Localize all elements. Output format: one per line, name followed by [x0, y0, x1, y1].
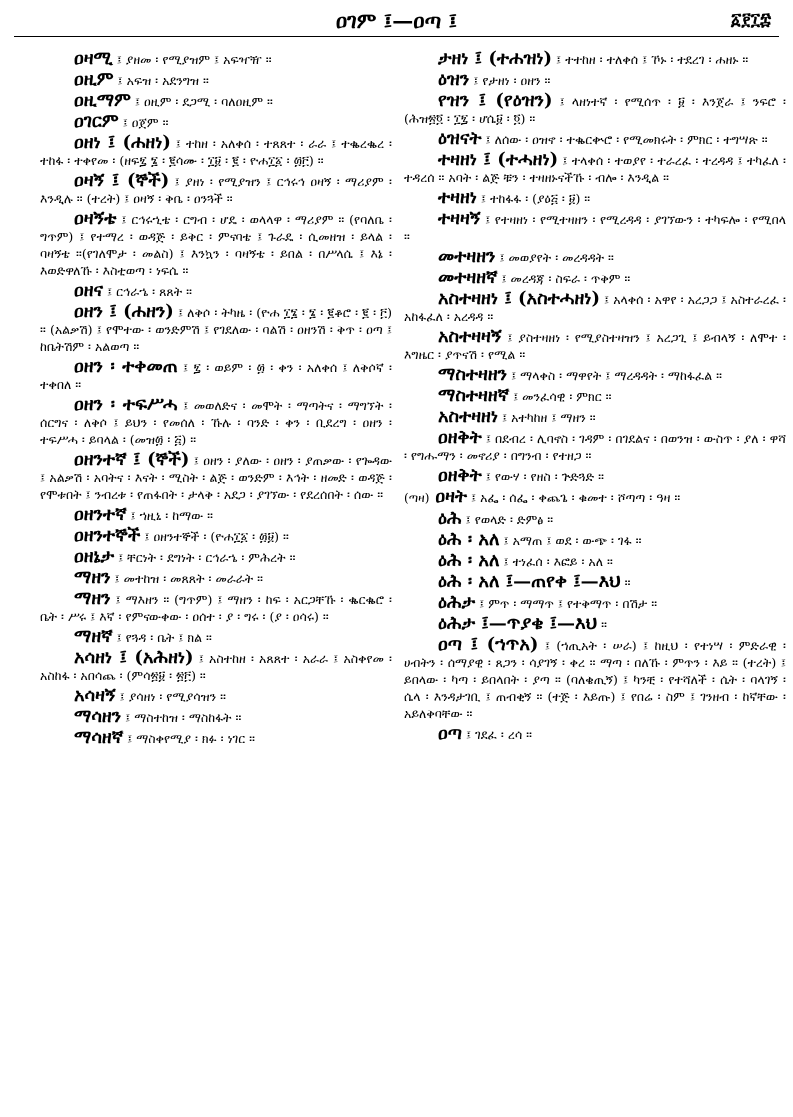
dictionary-entry [40, 548, 392, 566]
entry-headword: ዕሕ [438, 508, 462, 529]
entry-headword: መተዛዘኛ [438, 267, 498, 288]
entry-headword: ዐዘንተኞች [74, 525, 141, 546]
entry-headword: ማሳዘን [74, 706, 122, 727]
dictionary-entry [40, 282, 392, 300]
entry-definition: ፤ የተዛዘነ ፡ የሚተዛዘን ፡ የሚረዳዳ ፡ ያገኘውን ፡ ተካፍሎ ፡ የሚበላ ። [404, 212, 786, 244]
entry-definition: ፤ የወላድ ፡ ድምፅ ። [465, 512, 554, 527]
entry-definition: ፤ ማስቀየሚያ ፡ ክፉ ፡ ነገር ። [127, 731, 255, 746]
dictionary-entry [404, 71, 786, 89]
entry-definition: ፤ ዐጀም ። [122, 115, 169, 130]
dictionary-entry [404, 269, 786, 287]
page-title: ዐገም ፤—ዐጣ ፤ [335, 8, 458, 33]
entry-headword: ተዛዘነ ፤ (ተሓዘነ) [438, 149, 559, 170]
entry-headword: ዐዛኝ ፤ (ኞች) [74, 170, 170, 191]
dictionary-entry [404, 552, 786, 570]
right-column [404, 50, 786, 746]
entry-definition: ፤ (ኀጢአት ፡ ሠራ) ፤ ከዚህ ፡ የተነሣ ፡ ምድራዊ ፡ ሀብትን ፡ ሰማያዊ ፡ ጸጋን ፡ ሳያገኝ ፡ ቀረ ። ማጣ ፡ በለኹ ፡ ምጥን ፡ እይ ። (ተረት) ፤ ይበላው ፡ ካጣ ፡ ይበላበት ፡ ያጣ ። (ባለቄጢኝ) ፤ ካንቺ ፡ የተሻለች ፡ ሴት ፡ ባላገኝ ፡ ሴላ ፡ እንዳታገቢ ፤ ጠብቂኝ ። (ተጅ ፡ እይጡ) ፤ የበሬ ፡ ስም ፤ ገንዘብ ፡ ከኛቸው ፡ አይለቅባቸው ። [404, 638, 786, 721]
entry-definition: ፤ ያስተዛዘነ ፡ የሚያስተዛዝን ፤ አረጋጊ ፤ ይብላኝ ፡ ለሞተ ፡ እግዜር ፡ ያጥናሽ ፡ የሚል ። [404, 330, 786, 362]
entry-headword: ዐዘንተኛ ፤ (ኞች) [74, 449, 190, 470]
entry-definition: ፤ የጓዳ ፡ ቤት ፤ ክል ። [116, 630, 212, 645]
entry-definition: ፤ መተከዝ ፡ መጸጸት ፡ መራራት ። [114, 571, 263, 586]
dictionary-entry [40, 687, 392, 705]
entry-headword: ዐዘን ፡ ተቀመጠ [74, 356, 178, 377]
entry-headword: ማዘን [74, 588, 111, 609]
entry-definition: ፤ አተካከዘ ፤ ማዘን ። [501, 410, 596, 425]
entry-headword: ዕዝናት [438, 128, 482, 149]
entry-headword: አሳዛኝ [74, 685, 116, 706]
entry-headword: ዐዘነ ፤ (ሐዘነ) [74, 132, 171, 153]
entry-headword: አስተዛዘነ [438, 406, 498, 427]
header-rule [14, 36, 779, 37]
dictionary-entry [40, 134, 392, 169]
dictionary-entry [40, 396, 392, 448]
entry-headword: ዐዛት [435, 486, 468, 507]
dictionary-entry [404, 50, 786, 68]
page-number: ፩፻፲፰ [730, 10, 771, 30]
entry-headword: ዐዘና [74, 280, 104, 301]
entry-headword: ተዛዘነ [438, 187, 477, 208]
dictionary-entry [40, 303, 392, 355]
entry-definition: ፤ ዐዘን ፡ ያለው ፡ ዐዘን ፡ ያጠቃው ፡ የጐዳው ፤ አልቃሽ ፡ አባትና ፡ እናት ፡ ሚስት ፡ ልጅ ፡ ወንድም ፡ እኅት ፡ ዘመድ ፡ ወዳጅ ፡ የሞቱበት ፤ ንብረቱ ፡ የጠፋበት ፡ ታላቅ ፡ አደጋ ፡ ያገኘው ፡ የደረሰበት ፡ ሰው ። [40, 453, 392, 502]
entry-definition: ፤ ፯ ፡ ወይም ፡ ፴ ፡ ቀን ፡ አለቀሰ ፤ ለቅሶኛ ፡ ተቀበለ ። [40, 360, 393, 392]
entry-definition: ፤ ተላቀሰ ፡ ተወያየ ፡ ተራረፈ ፡ ተረዳዳ ፤ ተካፈለ ፡ ተዳረሰ ። አባት ፡ ልጅ ቹን ፡ ተዛዘኑናችኹ ፡ ብሎ ፡ እንዲል ። [404, 153, 786, 185]
entry-headword: መተዛዘን [438, 246, 496, 267]
dictionary-entry [404, 387, 786, 405]
entry-headword: ማዘን [74, 567, 111, 588]
entry-definition: ፤ ማእዘን ። (ግጥም) ፤ ማዘን ፡ ከፍ ፡ አርጋቸኹ ፡ ቈርቈሮ ፡ ቤት ፡ ሥሩ ፤ እኛ ፡ የምናውቀው ፡ ዐሰተ ፡ ያ ፡ ግሩ ፡ (ያ ፡ ዐሳሩ) ። [40, 592, 392, 624]
entry-headword: ማሳዘኛ [74, 727, 124, 748]
entry-definition: ፤ አስተከዘ ፡ አጸጸተ ፡ አራራ ፤ አስቀየመ ፡ አስከፋ ፡ አበሳጨ ፡ (ምሳ፳፱ ፡ ፳፫) ። [40, 651, 392, 683]
entry-definition: ፤ አማጠ ፤ ወደ ፡ ውጭ ፡ ገፋ ። [503, 533, 642, 548]
entry-definition: ፤ ቸርነት ፡ ደግነት ፡ ርኅራኄ ፡ ምሕረት ። [118, 550, 296, 565]
dictionary-entry [40, 708, 392, 726]
dictionary-entry [40, 451, 392, 503]
dictionary-entry [404, 594, 786, 612]
entry-headword: አስተዛዛኝ [438, 326, 502, 347]
dictionary-entry [404, 510, 786, 528]
entry-definition: ፤ የውሃ ፡ የዘስ ፡ ጕድጓድ ። [485, 469, 604, 484]
entry-headword: አሳዘነ ፤ (አሕዘነ) [74, 647, 194, 668]
entry-definition: ፤ ተነፈሰ ፡ እፎይ ፡ አለ ። [503, 554, 613, 569]
entry-definition: ፤ ዐዚም ፡ ደጋሚ ፡ ባለዐዚም ። [134, 94, 273, 109]
entry-definition: ፤ ርኅራኄ ፡ ጸጸት ። [107, 284, 192, 299]
entry-definition: ፤ ያዘመ ፡ የሚያዝም ፤ አፍዣዥ ። [116, 52, 272, 67]
dictionary-entry [40, 92, 392, 110]
entry-headword: አስተዛዘነ ፤ (አስተሓዘነ) [438, 288, 600, 309]
entry-definition: ፤ በደብረ ፡ ሊባኖስ ፡ ገዳም ፡ በገደልና ፡ በወንዝ ፡ ውስጥ ፡ ያለ ፡ ዋሻ ፡ የግሑማን ፡ መኖሪያ ፡ በግንብ ፡ የተዘጋ ። [404, 431, 786, 463]
dictionary-entry [40, 71, 392, 89]
entry-headword: ዐዛኝቴ [74, 208, 117, 229]
entry-definition: ፤ ያዘነ ፡ የሚያዝን ፤ ርኅሩኅ ዐዛኝ ፡ ማሪያም ፡ እንዲሉ ። (ተረት) ፤ ዐዛኝ ፡ ቅቤ ፡ ዐንጓች ። [40, 174, 392, 206]
entry-definition: ፤ ምጥ ፡ ማማጥ ፤ የተቅማጥ ፡ በሽታ ። [479, 596, 658, 611]
entry-headword: ዐጣ ፤ (ኀጥአ) [438, 634, 539, 655]
entry-headword: ዐዘን ፤ (ሐዘን) [74, 301, 174, 322]
entry-definition: ፤ ኀዚኒ ፡ ከማው ። [130, 508, 213, 523]
entry-headword: ማዘኛ [74, 626, 113, 647]
entry-definition: ፤ ዐዘንተኞች ፡ (ዮሐ፲፩ ፡ ፴፱) ። [144, 529, 289, 544]
entry-definition: ፤ ተከፋፋ ፡ (ያዕ፭ ፡ ፱) ። [480, 191, 591, 206]
entry-headword: ዐዘንተኛ [74, 504, 127, 525]
dictionary-entry [40, 172, 392, 207]
dictionary-entry [404, 467, 786, 485]
entry-headword: ዐዘን ፡ ተፍሥሓ [74, 394, 178, 415]
entry-definition: ። [601, 617, 607, 632]
entry-prefix: (ጣዛ) [404, 491, 430, 505]
dictionary-entry [40, 506, 392, 524]
entry-headword: ዐዘቅት [438, 465, 482, 486]
entry-headword: ዕሕ ፡ አለ ፤—ጠየቀ ፤—እህ [438, 571, 621, 592]
entry-headword: ዐዘኔታ [74, 546, 115, 567]
entry-definition: ፤ ለቅሶ ፡ ትካዜ ፡ (ዮሐ ፲፮ ፡ ፮ ፡ ፪ቆሮ ፡ ፪ ፡ ፫) ። (አልቃሽ) ፤ የሞተው ፡ ወንድምሽ ፤ የገደለው ፡ ባልሽ ፡ ዐዘንሽ ፡ ቅጥ ፡ ዐጣ ፤ ከቤትሽም ፡ አልወጣ ። [40, 305, 392, 354]
dictionary-entry [40, 210, 392, 279]
dictionary-entry [40, 590, 392, 625]
entry-definition: ፤ ተተከዘ ፡ ተለቀሰ ፤ ኾኑ ፡ ተደረገ ፡ ሐዘኑ ። [556, 52, 749, 67]
dictionary-entry [404, 531, 786, 549]
dictionary-entry [40, 50, 392, 68]
entry-headword: ዐዚማም [74, 90, 131, 111]
entry-headword: ዕሕታ [438, 592, 476, 613]
dictionary-entry [404, 366, 786, 384]
entry-headword: ዐዘቅት [438, 427, 482, 448]
entry-definition: ፤ አፍዝ ፡ አደንግዝ ። [117, 73, 209, 88]
entry-definition: ፤ ርኅሩኂቴ ፡ ርግብ ፡ ሆዴ ፡ ወላላዋ ፡ ማሪያም ። (የባለቤ ፡ ግጥም) ፤ የተማረ ፡ ወዳጅ ፡ ይቅር ፡ ምናባቴ ፤ ጉራዴ ፡ ሲመዘዝ ፡ ይላል ፡ ባዛኝቴ ።(የገለሞታ ፡ መልስ) ፤ እንኳን ፡ ባዛኝቴ ፡ ይበል ፡ በሥላሴ ፤ እኔ ፡ እወድዋለኹ ፡ እስቲወጣ ፡ ነፍሴ ። [40, 212, 392, 278]
dictionary-entry [40, 527, 392, 545]
entry-headword: ዐጣ [438, 723, 462, 744]
entry-headword: ዐዚም [74, 69, 114, 90]
dictionary-entry [404, 248, 786, 266]
entry-definition: ፤ መረዳጃ ፡ ስፍራ ፡ ጥቅም ። [501, 271, 631, 286]
entry-headword: ዕሕታ ፤—ጥያቄ ፤—እህ [438, 613, 598, 634]
entry-headword: የዝን ፤ (የዕዝን) [438, 90, 553, 111]
entry-definition: ፤ ላዘነተኛ ፡ የሚሰጥ ፡ ፱ ፡ እንጀራ ፤ ንፍሮ ፡ (ሕዝ፳፬ ፡ ፲፯ ፡ ሆሴ፱ ፡ ፬) ። [404, 94, 786, 126]
entry-headword: ዕሕ ፡ አለ [438, 550, 500, 571]
entry-definition: ፤ ማስተከዝ ፡ ማስከፋት ። [125, 710, 242, 725]
dictionary-entry [404, 151, 786, 186]
entry-headword: ዕዝን [438, 69, 470, 90]
page-header [0, 0, 793, 40]
entry-definition: ፤ የታዘነ ፡ ዐዘን ። [473, 73, 551, 88]
dictionary-entry [40, 113, 392, 131]
dictionary-entry [404, 488, 786, 507]
entry-definition: ፤ አፌ ፡ ሰፌ ፡ ቀጨጌ ፡ ቁመተ ፡ ሾጣጣ ፡ ዓዛ ። [471, 490, 681, 505]
dictionary-entry [40, 649, 392, 684]
entry-headword: ዐዛሚ [74, 48, 113, 69]
entry-definition: ፤ መወያየት ፡ መረዳዳት ። [499, 250, 614, 265]
dictionary-entry [404, 573, 786, 591]
dictionary-entry [40, 358, 392, 393]
entry-definition: ፤ ተከዘ ፡ አለቀሰ ፡ ተጸጸተ ፡ ራራ ፤ ተቈረቈረ ፡ ተከፋ ፡ ተቀየመ ፡ (ዘፍ፯ ፮ ፡ ፪ሳሙ ፡ ፲፱ ፡ ፪ ፡ ዮሐ፲፩ ፡ ፴፫) ። [40, 136, 392, 168]
dictionary-entry [404, 290, 786, 325]
entry-definition: ፤ ማላቀስ ፡ ማዋየት ፤ ማረዳዳት ፡ ማከፋፈል ። [511, 368, 722, 383]
entry-definition: ፤ ገደፈ ፡ ረሳ ። [465, 727, 533, 742]
dictionary-entry [404, 408, 786, 426]
entry-headword: ታዘነ ፤ (ተሐዝነ) [438, 48, 553, 69]
left-column [40, 50, 392, 750]
dictionary-entry [404, 429, 786, 464]
entry-headword: ተዛዛኝ [438, 208, 481, 229]
entry-definition: ፤ አላቀሰ ፡ አዋየ ፡ አረጋጋ ፤ አስተራረፈ ፡ አከፋፈለ ፡ አረዳዳ ። [404, 292, 786, 324]
entry-headword: ማስተዛዘኛ [438, 385, 510, 406]
dictionary-entry [40, 569, 392, 587]
entry-definition: ፤ ያሳዘነ ፡ የሚያሳዝን ። [119, 689, 226, 704]
dictionary-entry [404, 130, 786, 148]
entry-definition: ፤ መወለድና ፡ መሞት ፡ ማጣትና ፡ ማግኘት ፡ ሰርግና ፡ ለቅሶ ፤ ይህን ፡ የመሰለ ፡ ኹሉ ፡ ባንድ ፡ ቀን ፡ ቢደረግ ፡ ዐዘን ፡ ተፍሥሓ ፡ ይባላል ፡ (መዝ፴ ፡ ፭) ። [40, 398, 392, 447]
dictionary-entry [40, 729, 392, 747]
entry-headword: ማስተዛዘን [438, 364, 508, 385]
entry-definition: ። [624, 575, 631, 590]
entry-headword: ዕሕ ፡ አለ [438, 529, 500, 550]
entry-definition: ፤ መንፈሳዊ ፡ ምክር ። [513, 389, 612, 404]
entry-headword: ዐገርም [74, 111, 119, 132]
dictionary-entry [404, 725, 786, 743]
dictionary-entry [40, 628, 392, 646]
dictionary-entry [404, 328, 786, 363]
dictionary-entry [404, 189, 786, 207]
dictionary-entry [404, 92, 786, 127]
dictionary-entry [404, 615, 786, 633]
dictionary-entry [404, 210, 786, 245]
entry-definition: ፤ ለሰው ፡ ዐዝኖ ፡ ተቈርቍሮ ፡ የሚመክሩት ፡ ምክር ፡ ተግሣጽ ። [485, 132, 768, 147]
dictionary-entry [404, 636, 786, 722]
